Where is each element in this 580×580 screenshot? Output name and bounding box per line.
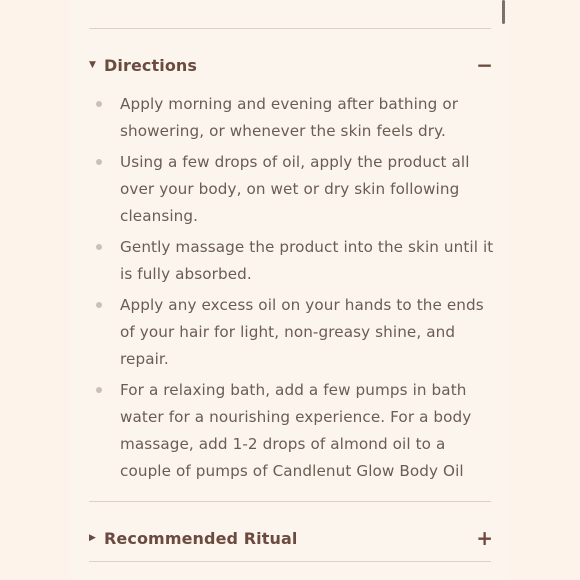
directions-list (89, 91, 499, 489)
list-item-text: For a relaxing bath, add a few pumps in bath water for a nourishing experience. For a body massage, add 1-2 drops of almond oil to a couple of pumps of Candlenut Glow Body Oil (120, 381, 472, 480)
list-item (89, 234, 499, 288)
divider-top (89, 28, 491, 29)
list-item (89, 377, 499, 485)
minus-icon[interactable]: − (476, 53, 493, 77)
list-item-text: Apply any excess oil on your hands to the ends of your hair for light, non-greasy shine, and repair. (120, 296, 484, 368)
list-item (89, 149, 499, 230)
caret-down-icon: ▼ (89, 59, 96, 70)
bullet-dot-icon (96, 159, 102, 165)
caret-right-icon: ▶ (89, 532, 96, 543)
bullet-dot-icon (96, 244, 102, 250)
divider-middle (89, 501, 491, 502)
plus-icon[interactable]: + (476, 526, 493, 550)
bullet-dot-icon (96, 101, 102, 107)
directions-title: Directions (104, 55, 198, 75)
recommended-ritual-accordion-header[interactable] (89, 523, 493, 553)
list-item (89, 292, 499, 373)
recommended-ritual-title: Recommended Ritual (104, 528, 298, 548)
directions-accordion-header[interactable] (89, 50, 493, 80)
list-item-text: Using a few drops of oil, apply the product all over your body, on wet or dry skin following cleansing. (120, 153, 470, 225)
scrollbar-thumb[interactable] (502, 0, 505, 24)
list-item-text: Apply morning and evening after bathing or showering, or whenever the skin feels dry. (120, 95, 459, 140)
divider-bottom (89, 561, 491, 562)
bullet-dot-icon (96, 387, 102, 393)
bullet-dot-icon (96, 302, 102, 308)
list-item (89, 91, 499, 145)
list-item-text: Gently massage the product into the skin until it is fully absorbed. (120, 238, 494, 283)
